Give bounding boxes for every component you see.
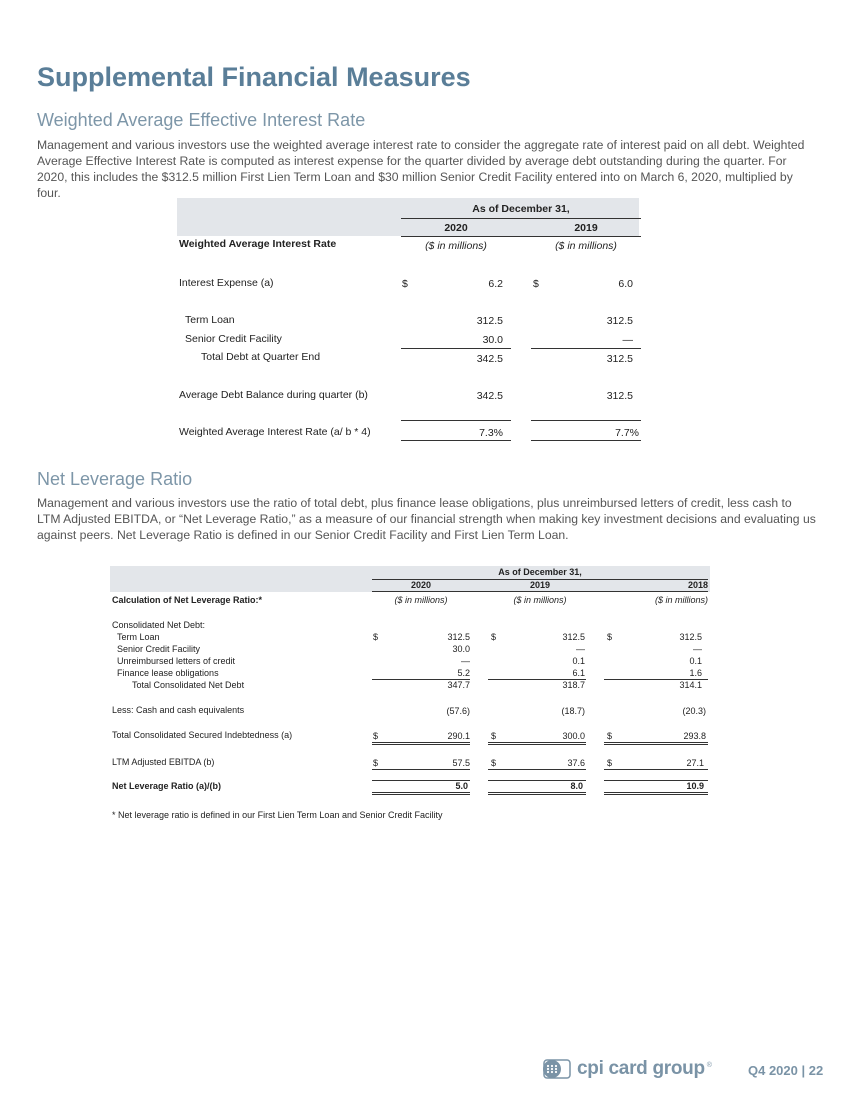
column-header-2020: 2020: [410, 580, 432, 590]
value-2020: 347.7: [447, 680, 470, 690]
value-2019: —: [622, 334, 633, 346]
row-label: Unreimbursed letters of credit: [117, 656, 236, 666]
column-header-2018: 2018: [687, 580, 708, 590]
units-label: ($ in millions): [425, 240, 487, 252]
row-label: Weighted Average Interest Rate (a/ b * 4): [179, 426, 371, 438]
value-2020: 342.5: [476, 353, 503, 365]
row-label: Senior Credit Facility: [185, 333, 282, 345]
currency-symbol: $: [373, 731, 379, 741]
currency-symbol: $: [373, 632, 379, 642]
section-title-net-leverage: Net Leverage Ratio: [37, 469, 193, 489]
value-2019: 0.1: [572, 656, 585, 666]
column-header-2020: 2020: [444, 222, 468, 234]
row-label: LTM Adjusted EBITDA (b): [112, 757, 215, 767]
row-label: Average Debt Balance during quarter (b): [179, 389, 368, 401]
row-label: Less: Cash and cash equivalents: [112, 705, 245, 715]
net-leverage-table: [110, 566, 710, 821]
logo-wordmark: cpi card group: [577, 1058, 705, 1079]
currency-symbol: $: [607, 632, 613, 642]
value-2019: 312.5: [606, 390, 633, 402]
group-header: As of December 31,: [498, 567, 582, 577]
currency-symbol: $: [607, 758, 613, 768]
value-2019: —: [576, 644, 585, 654]
page-title: Supplemental Financial Measures: [37, 62, 471, 92]
section-paragraph-interest-rate: Management and various investors use the weighted average interest rate to consider the aggregate rate of interest paid on all debt. Weighted Average Effective Interest Rate is computed as interest expense for the quarter divided by average debt outstanding during the quarter. For 2020, this includes the $312.5 million First Lien Term Loan and $30 million Senior Credit Facility entered into on March 6, 2020, multiplied by four.: [37, 138, 805, 200]
value-2018: 312.5: [679, 632, 702, 642]
value-2020: 30.0: [482, 334, 503, 346]
row-label: Term Loan: [185, 314, 235, 326]
value-2019: 312.5: [562, 632, 585, 642]
row-label: Total Consolidated Net Debt: [132, 680, 245, 690]
value-2019: 300.0: [562, 731, 585, 741]
column-header-2019: 2019: [529, 580, 551, 590]
currency-symbol: $: [491, 731, 497, 741]
units-label: ($ in millions): [654, 595, 708, 605]
value-2020: 312.5: [447, 632, 470, 642]
value-2020: (57.6): [446, 706, 470, 716]
value-2019: 312.5: [606, 353, 633, 365]
currency-symbol: $: [491, 758, 497, 768]
value-2020: 290.1: [447, 731, 470, 741]
interest-rate-table: [177, 198, 639, 443]
row-label: Consolidated Net Debt:: [112, 620, 206, 630]
column-header-2019: 2019: [574, 222, 598, 234]
units-label: ($ in millions): [555, 240, 617, 252]
value-2019: 6.0: [618, 278, 633, 290]
units-label: ($ in millions): [394, 595, 448, 605]
row-header: Weighted Average Interest Rate: [179, 238, 337, 250]
row-header: Calculation of Net Leverage Ratio:*: [112, 595, 263, 605]
value-2020: 6.2: [488, 278, 503, 290]
value-2018: 314.1: [679, 680, 702, 690]
value-2020: 57.5: [452, 758, 470, 768]
value-2020: 30.0: [452, 644, 470, 654]
value-2020: 342.5: [476, 390, 503, 402]
section-paragraph-net-leverage: Management and various investors use the ratio of total debt, plus finance lease obligations, plus unreimbursed letters of credit, less cash to LTM Adjusted EBITDA, or “Net Leverage Ratio,” as a measure of our financial strength when making key investment decisions and evaluating us against peers. Net Leverage Ratio is defined in our Senior Credit Facility and First Lien Term Loan.: [37, 496, 816, 542]
value-2019: 312.5: [606, 315, 633, 327]
card-globe-icon: [541, 1058, 571, 1080]
row-label: Interest Expense (a): [179, 277, 274, 289]
row-label: Senior Credit Facility: [117, 644, 201, 654]
row-label: Term Loan: [117, 632, 160, 642]
value-2020: 5.2: [457, 668, 470, 678]
value-2018: (20.3): [682, 706, 706, 716]
company-logo: [541, 1057, 712, 1081]
currency-symbol: $: [491, 632, 497, 642]
value-2019: 37.6: [567, 758, 585, 768]
value-2019: 318.7: [562, 680, 585, 690]
value-2019: 8.0: [570, 781, 583, 791]
group-header: As of December 31,: [472, 203, 570, 215]
currency-symbol: $: [607, 731, 613, 741]
value-2018: 0.1: [689, 656, 702, 666]
value-2019: 7.7%: [615, 427, 639, 439]
value-2018: 27.1: [686, 758, 704, 768]
value-2020: 7.3%: [479, 427, 503, 439]
value-2018: —: [693, 644, 702, 654]
value-2019: (18.7): [561, 706, 585, 716]
value-2020: 5.0: [455, 781, 468, 791]
page-number: Q4 2020 | 22: [748, 1063, 824, 1078]
value-2018: 10.9: [686, 781, 704, 791]
row-label: Total Consolidated Secured Indebtedness (a): [112, 730, 293, 740]
row-label: Net Leverage Ratio (a)/(b): [112, 781, 222, 791]
value-2018: 1.6: [689, 668, 702, 678]
registered-mark: ®: [706, 1061, 712, 1069]
currency-symbol: $: [373, 758, 379, 768]
row-label: Finance lease obligations: [117, 668, 219, 678]
value-2020: 312.5: [476, 315, 503, 327]
currency-symbol: $: [533, 278, 539, 290]
table-footnote: * Net leverage ratio is defined in our First Lien Term Loan and Senior Credit Facility: [112, 810, 443, 820]
value-2019: 6.1: [572, 668, 585, 678]
value-2020: —: [461, 656, 470, 666]
section-title-interest-rate: Weighted Average Effective Interest Rate: [37, 110, 366, 130]
value-2018: 293.8: [683, 731, 706, 741]
currency-symbol: $: [402, 278, 408, 290]
row-label: Total Debt at Quarter End: [201, 351, 321, 363]
units-label: ($ in millions): [513, 595, 567, 605]
